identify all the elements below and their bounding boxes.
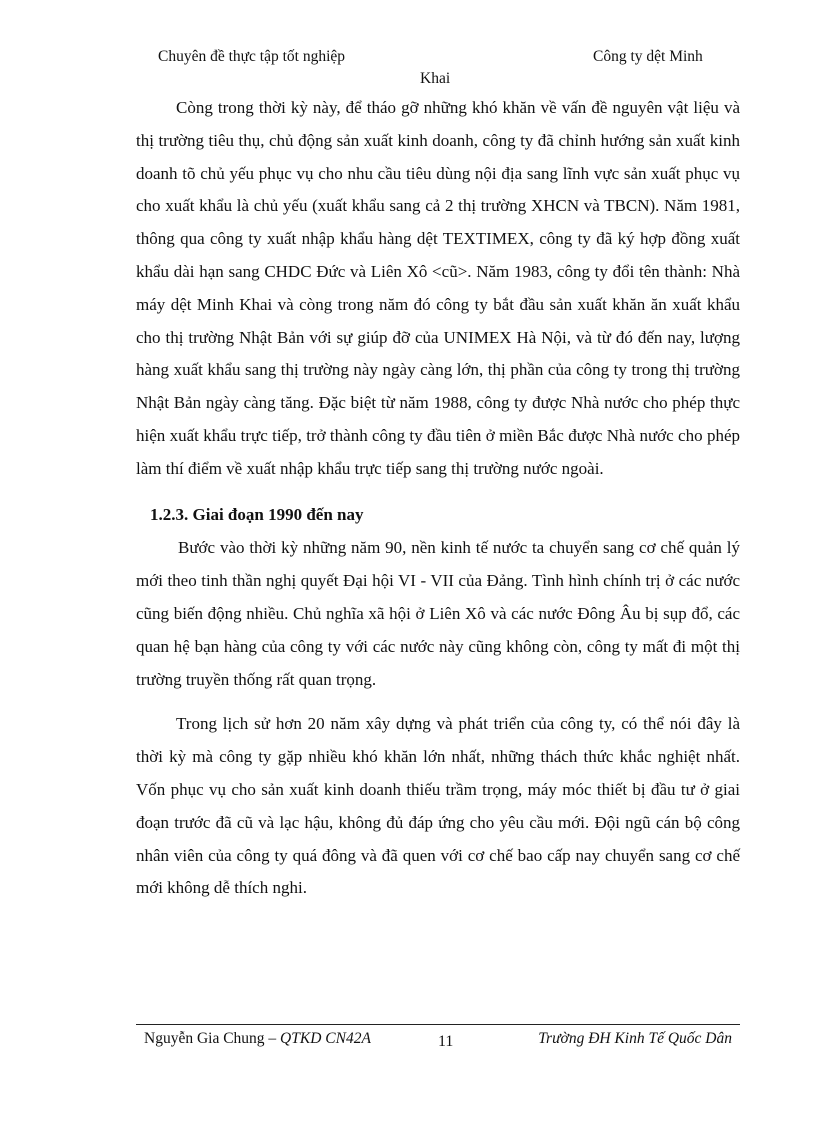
paragraph-2: Bước vào thời kỳ những năm 90, nền kinh tế nước ta chuyển sang cơ chế quản lý mới theo tinh thần nghị quyết Đại hội VI - VII của Đảng. Tình hình chính trị ở các nước cũng biến động nhiều. Chủ nghĩa xã hội ở Liên Xô và các nước Đông Âu bị sụp đổ, các quan hệ bạn hàng của công ty với các nước này cũng không còn, công ty mất đi một thị trường truyền thống rất quan trọng. <box>136 538 740 689</box>
page-header <box>0 48 816 93</box>
header-company-name: Công ty dệt Minh <box>593 48 703 65</box>
header-company-name-continued: Khai <box>420 70 451 87</box>
section-heading: 1.2.3. Giai đoạn 1990 đến nay <box>150 504 364 524</box>
header-report-title: Chuyên đề thực tập tốt nghiệp <box>158 48 346 65</box>
page-footer <box>136 1024 740 1054</box>
footer-author <box>144 1030 371 1048</box>
footer-divider <box>136 1024 740 1025</box>
footer-school: Trường ĐH Kinh Tế Quốc Dân <box>538 1030 732 1047</box>
paragraph-3: Trong lịch sử hơn 20 năm xây dựng và phát triển của công ty, có thể nói đây là thời kỳ mà công ty gặp nhiều khó khăn lớn nhất, những thách thức khắc nghiệt nhất. Vốn phục vụ cho sản xuất kinh doanh thiếu trầm trọng, máy móc thiết bị đầu tư ở giai đoạn trước đã cũ và lạc hậu, không đủ đáp ứng cho yêu cầu mới. Đội ngũ cán bộ công nhân viên của công ty quá đông và đã quen với cơ chế bao cấp nay chuyển sang cơ chế mới không dễ thích nghi. <box>136 714 740 898</box>
document-body <box>136 92 740 905</box>
footer-author-name: Nguyễn Gia Chung – <box>144 1030 281 1047</box>
footer-program: QTKD CN42A <box>280 1030 371 1047</box>
page-number: 11 <box>438 1033 454 1050</box>
paragraph-1: Còng trong thời kỳ này, để tháo gỡ những khó khăn về vấn đề nguyên vật liệu và thị trường tiêu thụ, chủ động sản xuất kinh doanh, công ty đã chỉnh hướng sản xuất kinh doanh tõ chủ yếu phục vụ cho nhu cầu tiêu dùng nội địa sang lĩnh vực sản xuất phục vụ cho xuất khẩu là chủ yếu (xuất khẩu sang cả 2 thị trường XHCN và TBCN). Năm 1981, thông qua công ty xuất nhập khẩu hàng dệt TEXTIMEX, công ty đã ký hợp đồng xuất khẩu dài hạn sang CHDC Đức và Liên Xô <cũ>. Năm 1983, công ty đổi tên thành: Nhà máy dệt Minh Khai và còng trong năm đó công ty bắt đầu sản xuất khăn ăn xuất khẩu cho thị trường Nhật Bản với sự giúp đỡ của UNIMEX Hà Nội, và từ đó đến nay, lượng hàng xuất khẩu sang thị trường này ngày càng lớn, thị phần của công ty trong thị trường Nhật Bản ngày càng tăng. Đặc biệt từ năm 1988, công ty được Nhà nước cho phép thực hiện xuất khẩu trực tiếp, trở thành công ty đầu tiên ở miền Bắc được Nhà nước cho phép làm thí điểm về xuất nhập khẩu trực tiếp sang thị trường nước ngoài. <box>136 98 740 478</box>
